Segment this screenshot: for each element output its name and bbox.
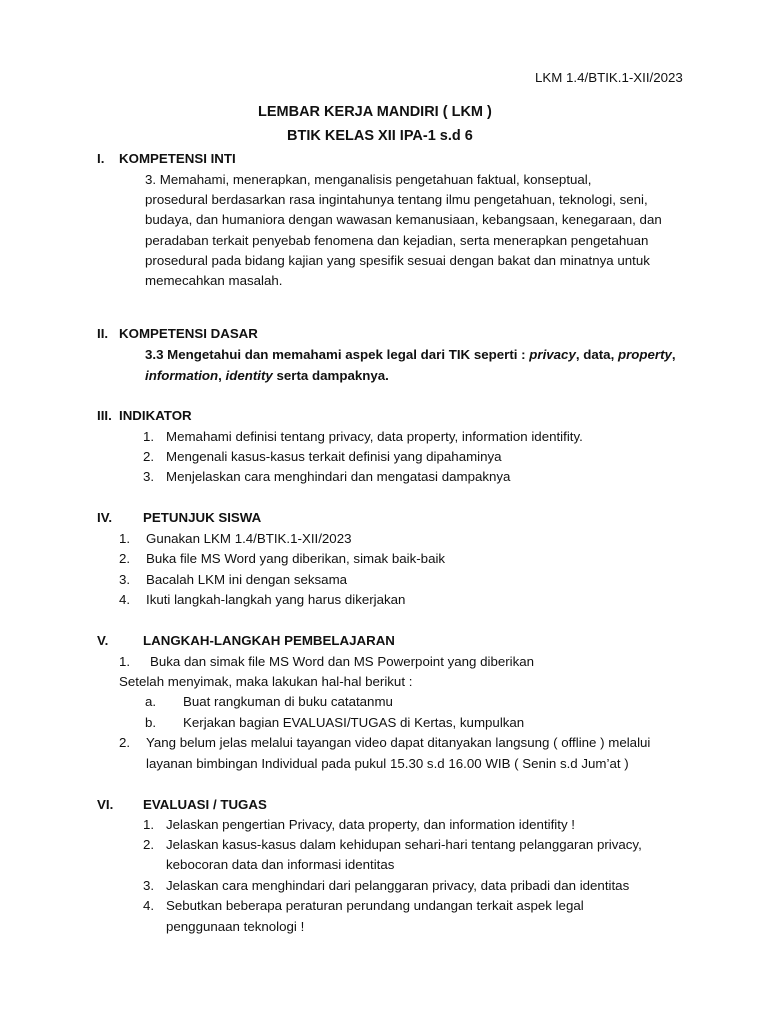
list-item-number: 3. [143,878,155,893]
section-1-line: prosedural berdasarkan rasa ingintahunya tentang ilmu pengetahuan, teknologi, seni, [145,192,648,207]
list-item-number: 2. [143,837,155,852]
section-1-number: I. [97,151,105,166]
sub-item-letter: b. [145,715,157,730]
document-code: LKM 1.4/BTIK.1-XII/2023 [535,70,683,85]
section-1-line: 3. Memahami, menerapkan, menganalisis pengetahuan faktual, konseptual, [145,172,592,187]
sub-item: Kerjakan bagian EVALUASI/TUGAS di Kertas, kumpulkan [183,715,525,730]
section-1-title: KOMPETENSI INTI [119,151,236,166]
list-item-number: 3. [119,572,131,587]
list-item-continuation: layanan bimbingan Individual pada pukul 15.30 s.d 16.00 WIB ( Senin s.d Jum’at ) [146,756,629,771]
list-item: Mengenali kasus-kasus terkait definisi yang dipahaminya [166,449,502,464]
section-2-title: KOMPETENSI DASAR [119,326,258,341]
section-1-line: budaya, dan humaniora dengan wawasan kemanusiaan, kebangsaan, kenegaraan, dan [145,212,662,227]
document-title: LEMBAR KERJA MANDIRI ( LKM ) [258,104,492,120]
list-item: Memahami definisi tentang privacy, data property, information identifity. [166,429,583,444]
document-subtitle: BTIK KELAS XII IPA-1 s.d 6 [287,128,473,144]
text-run: 3.3 Mengetahui dan memahami aspek legal dari TIK seperti : [145,347,530,362]
section-6-title: EVALUASI / TUGAS [143,797,267,812]
section-5-number: V. [97,633,109,648]
list-item-number: 1. [119,654,131,669]
text-run: serta dampaknya. [272,368,389,383]
section-6-number: VI. [97,797,114,812]
list-item-number: 4. [119,592,131,607]
sub-item: Buat rangkuman di buku catatanmu [183,694,393,709]
sub-item-letter: a. [145,694,157,709]
section-1-line: memecahkan masalah. [145,273,283,288]
list-item-continuation: kebocoran data dan informasi identitas [166,857,395,872]
text-run: , [671,347,676,362]
list-item: Jelaskan kasus-kasus dalam kehidupan sehari-hari tentang pelanggaran privacy, [166,837,642,852]
text-run-italic: property [617,347,672,362]
list-item-number: 2. [119,735,131,750]
section-5-title: LANGKAH-LANGKAH PEMBELAJARAN [143,633,395,648]
list-item: Buka dan simak file MS Word dan MS Powerpoint yang diberikan [150,654,535,669]
section-1-line: peradaban terkait penyebab fenomena dan kejadian, serta menerapkan pengetahuan [145,233,649,248]
section-3-number: III. [97,408,112,423]
section-2-line-2 [145,368,389,383]
list-item: Jelaskan pengertian Privacy, data property, dan information identifity ! [166,817,575,832]
section-4-title: PETUNJUK SISWA [143,510,262,525]
list-item-number: 3. [143,469,155,484]
list-item-number: 1. [119,531,131,546]
text-run-italic: information [145,368,219,383]
list-item-continuation: penggunaan teknologi ! [166,919,305,934]
text-run: , [218,368,226,383]
list-item-number: 2. [119,551,131,566]
section-2-line-1 [145,347,676,362]
list-item: Jelaskan cara menghindari dari pelanggaran privacy, data pribadi dan identitas [166,878,630,893]
text-run-italic: identity [225,368,273,383]
list-item-number: 4. [143,898,155,913]
text-run: , data, [575,347,618,362]
section-3-title: INDIKATOR [119,408,192,423]
paragraph-text: Setelah menyimak, maka lakukan hal-hal berikut : [119,674,413,689]
section-4-number: IV. [97,510,113,525]
section-1-line: prosedural pada bidang kajian yang spesifik sesuai dengan bakat dan minatnya untuk [145,253,650,268]
list-item: Bacalah LKM ini dengan seksama [146,572,348,587]
list-item: Buka file MS Word yang diberikan, simak baik-baik [146,551,446,566]
list-item: Gunakan LKM 1.4/BTIK.1-XII/2023 [146,531,352,546]
list-item: Ikuti langkah-langkah yang harus dikerjakan [146,592,406,607]
section-2-number: II. [97,326,109,341]
list-item: Yang belum jelas melalui tayangan video dapat ditanyakan langsung ( offline ) melalui [146,735,651,750]
list-item: Menjelaskan cara menghindari dan mengatasi dampaknya [166,469,511,484]
list-item: Sebutkan beberapa peraturan perundang undangan terkait aspek legal [166,898,584,913]
list-item-number: 2. [143,449,155,464]
text-run-italic: privacy [529,347,576,362]
list-item-number: 1. [143,817,155,832]
list-item-number: 1. [143,429,155,444]
